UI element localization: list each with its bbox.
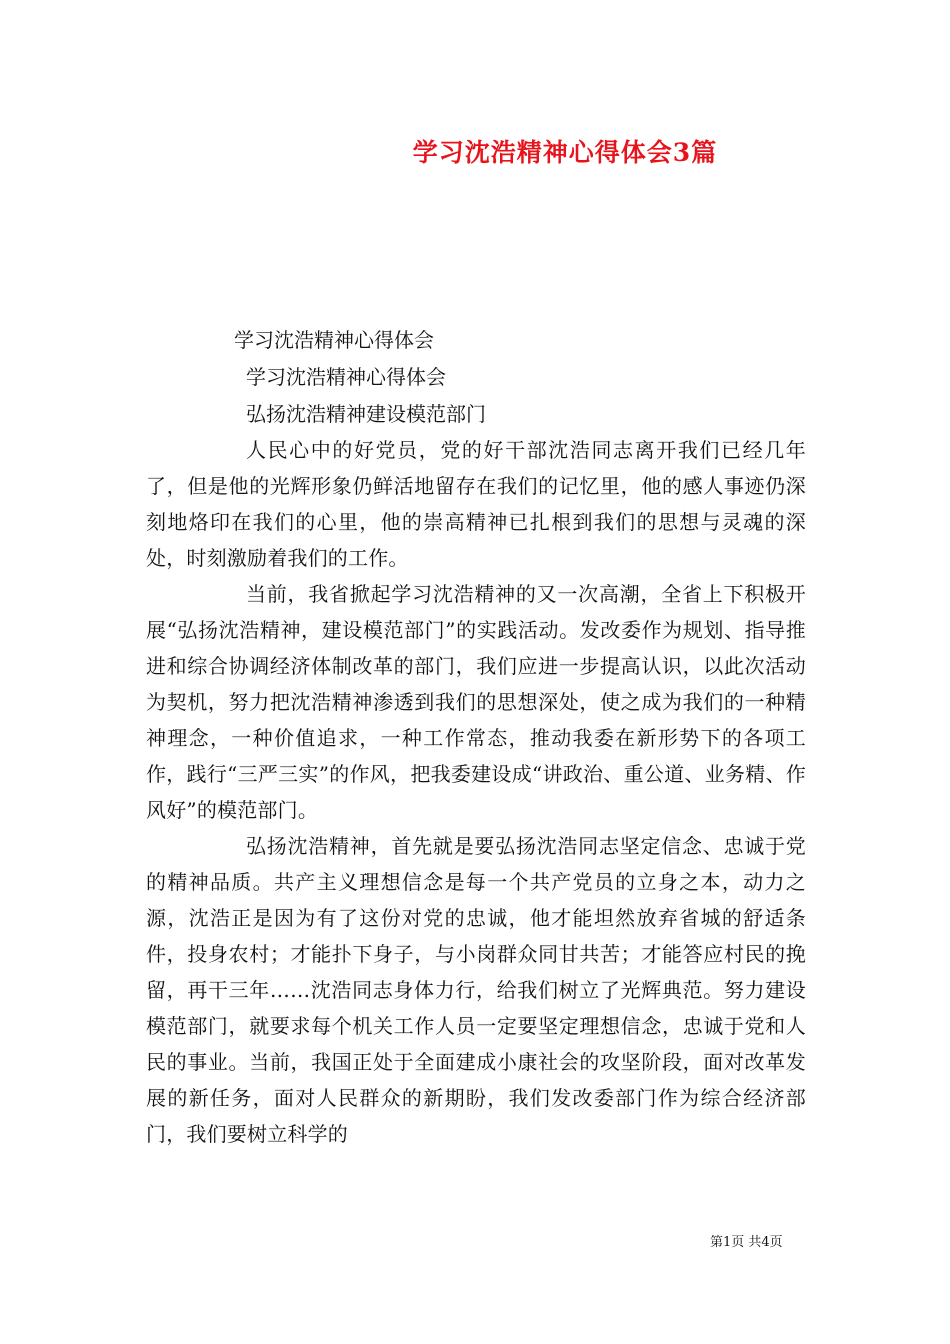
heading-1: 学习沈浩精神心得体会 — [234, 328, 434, 352]
heading-2: 学习沈浩精神心得体会 — [246, 365, 446, 389]
document-title: 学习沈浩精神心得体会3篇 — [412, 138, 718, 167]
paragraph-1: 人民心中的好党员，党的好干部沈浩同志离开我们已经几年了，但是他的光辉形象仍鲜活地留存在我们的记忆里，他的感人事迹仍深刻地烙印在我们的心里，他的崇高精神已扎根到我们的思想与灵魂的深处，时刻激励着我们的工作。 — [146, 438, 806, 570]
document-body — [146, 432, 806, 1152]
paragraph-2: 当前，我省掀起学习沈浩精神的又一次高潮，全省上下积极开展“弘扬沈浩精神，建设模范部门”的实践活动。发改委作为规划、指导推进和综合协调经济体制改革的部门，我们应进一步提高认识，以此次活动为契机，努力把沈浩精神渗透到我们的思想深处，使之成为我们的一种精神理念，一种价值追求，一种工作常态，推动我委在新形势下的各项工作，践行“三严三实”的作风，把我委建设成“讲政治、重公道、业务精、作风好”的模范部门。 — [146, 582, 806, 822]
heading-3: 弘扬沈浩精神建设模范部门 — [246, 402, 486, 426]
page-number: 第1页 共4页 — [710, 1235, 783, 1250]
paragraph-3: 弘扬沈浩精神，首先就是要弘扬沈浩同志坚定信念、忠诚于党的精神品质。共产主义理想信念是每一个共产党员的立身之本，动力之源，沈浩正是因为有了这份对党的忠诚，他才能坦然放弃省城的舒适条件，投身农村；才能扑下身子，与小岗群众同甘共苦；才能答应村民的挽留，再干三年……沈浩同志身体力行，给我们树立了光辉典范。努力建设模范部门，就要求每个机关工作人员一定要坚定理想信念，忠诚于党和人民的事业。当前，我国正处于全面建成小康社会的攻坚阶段，面对改革发展的新任务，面对人民群众的新期盼，我们发改委部门作为综合经济部门，我们要树立科学的 — [146, 834, 806, 1146]
